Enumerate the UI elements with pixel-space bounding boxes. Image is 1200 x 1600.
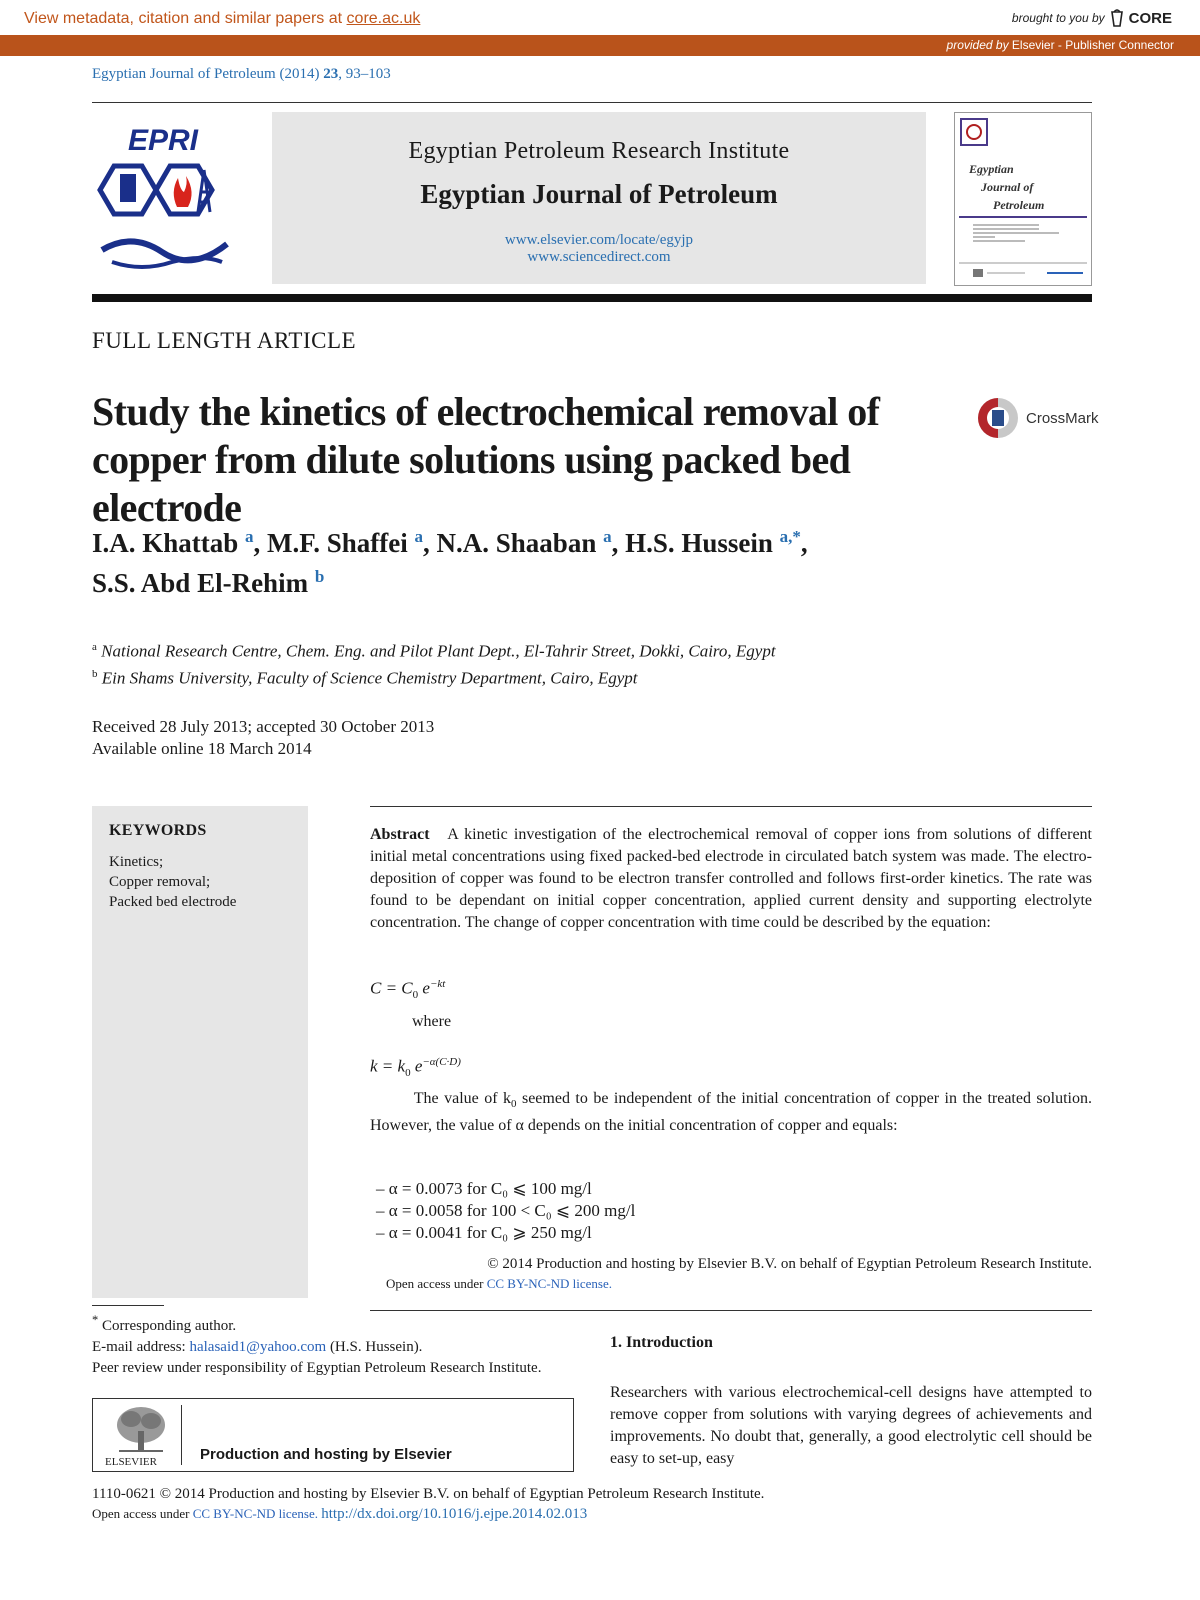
keywords-list — [109, 852, 236, 912]
abstract-open-access — [386, 1276, 612, 1292]
crossmark-label: CrossMark — [1026, 409, 1099, 427]
core-brought-by — [1012, 8, 1172, 28]
keyword-item: Kinetics; — [109, 854, 164, 870]
alpha-item: – α = 0.0073 for C₀ ⩽ 100 mg/l — [376, 1179, 592, 1198]
core-logo-icon — [1109, 8, 1125, 28]
alpha-item: – α = 0.0058 for 100 < C₀ ⩽ 200 mg/l — [376, 1201, 636, 1220]
cover-line-2: Journal of — [981, 180, 1034, 194]
elsevier-logo-label: ELSEVIER — [105, 1456, 157, 1468]
email-suffix: (H.S. Hussein). — [326, 1339, 423, 1355]
affiliation-b: $^b$ Ein Shams University, Faculty of Science Chemistry Department, Cairo, Egypt — [92, 667, 638, 688]
journal-cite-volume: 23 — [323, 66, 339, 82]
core-link[interactable]: core.ac.uk — [346, 10, 421, 27]
abstract-label: Abstract — [370, 826, 430, 843]
journal-name: Egyptian Journal of Petroleum — [420, 179, 778, 209]
corresponding-text: Corresponding author. — [102, 1318, 237, 1334]
footnote-rule — [92, 1305, 164, 1306]
doi-link[interactable]: http://dx.doi.org/10.1016/j.ejpe.2014.02.013 — [321, 1506, 588, 1522]
received-date: Received 28 July 2013; accepted 30 October 2013 — [92, 717, 435, 736]
journal-header-box — [272, 112, 926, 284]
cover-line-1: Egyptian — [969, 162, 1014, 176]
core-metadata-link[interactable] — [24, 10, 420, 28]
core-provided-by[interactable] — [947, 38, 1174, 52]
oa-prefix: Open access under — [386, 1276, 487, 1291]
core-metadata-text: View metadata, citation and similar papers at — [24, 10, 347, 27]
journal-cite-name: Egyptian Journal of Petroleum (2014) — [92, 66, 320, 82]
affiliation-a-text: National Research Centre, Chem. Eng. and Pilot Plant Dept., El-Tahrir Street, Dokki, Cairo, Egypt — [101, 641, 776, 661]
abstract-continuation — [370, 1088, 1092, 1137]
provided-prefix: provided by — [946, 38, 1009, 52]
institute-name: Egyptian Petroleum Research Institute — [408, 138, 790, 164]
author-1: I.A. Khattab — [92, 528, 239, 558]
author-2: M.F. Shaffei — [267, 528, 408, 558]
eq2-sub: 0 — [405, 1067, 411, 1080]
affiliations — [92, 636, 776, 689]
affiliation-a: $^a$ National Research Centre, Chem. Eng. and Pilot Plant Dept., El-Tahrir Street, Dokki, Cairo, Egypt — [92, 641, 776, 661]
footnotes — [92, 1310, 574, 1379]
equation-1 — [370, 978, 445, 1001]
top-rule — [92, 102, 1092, 103]
eq1-rhs: e — [418, 978, 430, 998]
journal-citation[interactable] — [92, 66, 391, 83]
equation-2 — [370, 1056, 461, 1079]
provided-source: Elsevier - Publisher Connector — [1011, 38, 1174, 52]
keywords-title: KEYWORDS — [109, 822, 207, 839]
journal-cover-thumbnail — [954, 112, 1092, 286]
eq2-rhs: e — [410, 1056, 423, 1076]
eq1-exp: −kt — [429, 978, 446, 990]
core-label: CORE — [1128, 9, 1172, 27]
cover-image — [955, 113, 1091, 285]
crossmark-badge[interactable] — [976, 396, 1099, 440]
footnote-star: * — [92, 1313, 99, 1327]
eq2-exp: −α(C·D) — [422, 1056, 461, 1068]
journal-url-elsevier[interactable]: www.elsevier.com/locate/egyjp — [504, 232, 694, 248]
author-list: I.A. Khattab $^a$, M.F. Shaffei $^a$, N.A. Shaaban $^a$, H.S. Hussein $^{a,*}$, S.S. Abd El-Rehim $^b$ — [92, 527, 808, 598]
abs-cont-sub: 0 — [511, 1098, 517, 1111]
elsevier-hosting-text: Production and hosting by Elsevier — [200, 1446, 452, 1463]
email-note — [92, 1337, 574, 1358]
affil-sup-b[interactable]: b — [314, 567, 325, 586]
abstract-copyright: © 2014 Production and hosting by Elsevier B.V. on behalf of Egyptian Petroleum Research Institute. — [487, 1256, 1092, 1272]
author-4: H.S. Hussein — [625, 528, 773, 558]
abs-cont-2: seemed to be independent of the initial concentration of copper in the treated solution. However, the value of α depends on the initial concentration of copper and equals: — [370, 1090, 1092, 1135]
keyword-item: Packed bed electrode — [109, 894, 237, 910]
corresponding-author-note — [92, 1310, 574, 1337]
epri-logo-icon — [92, 112, 242, 287]
elsevier-tree-logo-icon — [101, 1401, 185, 1471]
epri-logo — [92, 112, 242, 287]
affiliation-b-text: Ein Shams University, Faculty of Science Chemistry Department, Cairo, Egypt — [101, 668, 638, 688]
bottom-license-link[interactable]: CC BY-NC-ND license. — [192, 1506, 319, 1521]
article-dates — [92, 716, 434, 760]
affil-sup-a[interactable]: a — [603, 527, 612, 546]
bottom-oa-prefix: Open access under — [92, 1506, 193, 1521]
eq1-sub: 0 — [412, 989, 419, 1002]
email-label: E-mail address: — [92, 1339, 190, 1355]
keyword-item: Copper removal; — [109, 874, 211, 890]
eq2-lhs: k = k — [370, 1056, 406, 1076]
email-link[interactable]: halasaid1@yahoo.com — [189, 1339, 327, 1355]
eq1-lhs: C = C — [370, 978, 413, 998]
article-type: FULL LENGTH ARTICLE — [92, 328, 357, 353]
alpha-values-list — [376, 1178, 635, 1244]
crossmark-icon — [976, 396, 1020, 440]
license-link[interactable]: CC BY-NC-ND license. — [486, 1276, 613, 1291]
introduction-heading: 1. Introduction — [610, 1334, 713, 1351]
abstract-text: A kinetic investigation of the electrochemical removal of copper ions from solutions of different initial metal concentrations using fixed packed-bed electrode in circulated batch system was made. The electro-deposition of copper was found to be electron transfer controlled and follows first-order kinetics. The rate was found to be dependant on initial copper concentration, applied current density and supporting electrolyte concentration. The change of copper concentration with time could be described by the equation: — [370, 826, 1092, 931]
affil-sup-a[interactable]: a — [414, 527, 424, 546]
elsevier-divider — [181, 1405, 182, 1465]
online-date: Available online 18 March 2014 — [92, 739, 312, 758]
affil-sup-a[interactable]: a — [245, 527, 254, 546]
article-title: Study the kinetics of electrochemical removal of copper from dilute solutions using packed bed electrode — [92, 389, 880, 530]
cover-line-3: Petroleum — [993, 198, 1045, 212]
abstract-paragraph — [370, 824, 1092, 934]
journal-url-sciencedirect[interactable]: www.sciencedirect.com — [527, 249, 671, 265]
bottom-open-access — [92, 1506, 587, 1523]
epri-logo-text: EPRI — [128, 124, 199, 157]
brought-by-text: brought to you by — [1011, 11, 1105, 25]
journal-cite-pages: , 93–103 — [338, 66, 391, 82]
issn-copyright: 1110-0621 © 2014 Production and hosting by Elsevier B.V. on behalf of Egyptian Petroleum Research Institute. — [92, 1486, 765, 1502]
author-5: S.S. Abd El-Rehim — [92, 568, 309, 598]
abstract-top-rule — [370, 806, 1092, 807]
alpha-item: – α = 0.0041 for C₀ ⩾ 250 mg/l — [376, 1223, 592, 1242]
header-thick-rule — [92, 294, 1092, 302]
where-label: where — [412, 1013, 452, 1030]
affil-sup-a-corresponding[interactable]: a,* — [779, 527, 801, 546]
peer-review-note: Peer review under responsibility of Egyptian Petroleum Research Institute. — [92, 1360, 542, 1376]
introduction-text: Researchers with various electrochemical-cell designs have attempted to remove copper from solutions with varying degrees of achievements and improvements. No doubt that, generally, a good electrolytic cell should be easy to set-up, easy — [610, 1384, 1092, 1467]
abs-cont-1: The value of k — [413, 1090, 512, 1107]
author-3: N.A. Shaaban — [436, 528, 597, 558]
